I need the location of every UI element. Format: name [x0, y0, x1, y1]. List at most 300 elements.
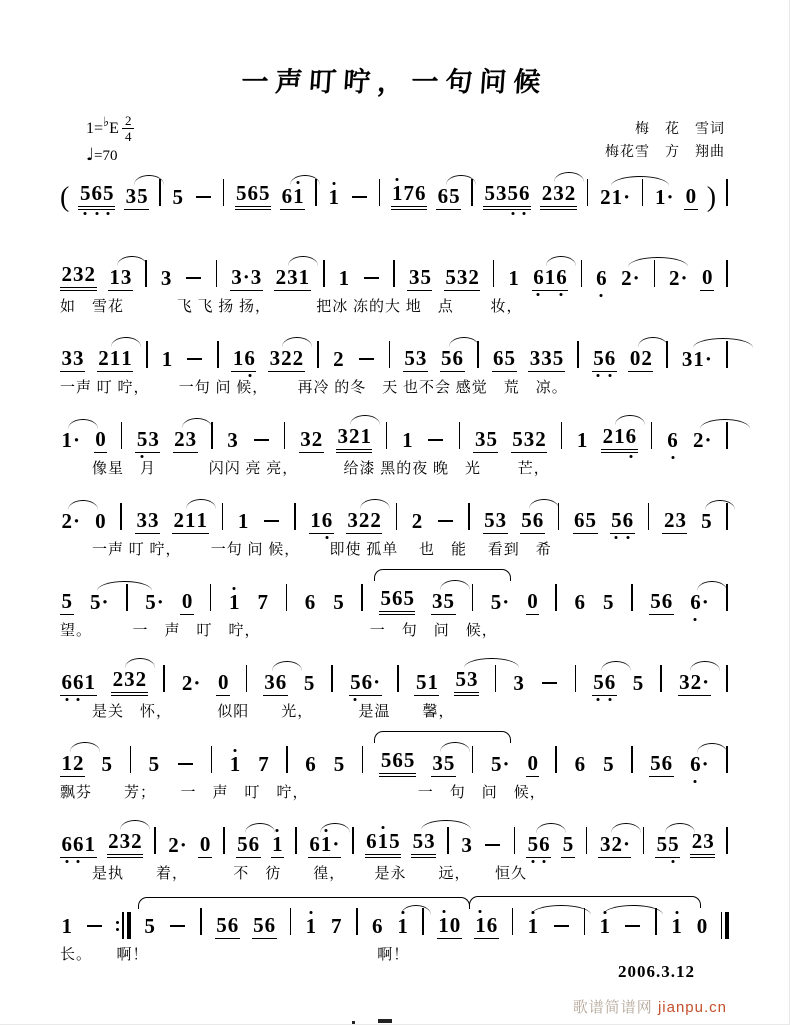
barline — [421, 908, 425, 939]
barline — [145, 341, 149, 372]
final-barline — [721, 912, 729, 939]
barline — [153, 827, 157, 858]
note-group: 231 — [274, 267, 311, 291]
barline — [470, 179, 474, 210]
note-group: 3·3 — [231, 265, 262, 289]
note-group: 232 — [111, 669, 148, 696]
barline — [385, 422, 389, 453]
slur-arc — [611, 823, 641, 833]
barline — [725, 503, 729, 534]
slur-arc — [288, 256, 318, 266]
note-group: 1 — [237, 509, 249, 533]
barline — [467, 503, 471, 534]
note-group: 1 — [671, 914, 682, 938]
slur-arc — [70, 742, 100, 752]
slur-arc — [705, 500, 735, 510]
phrase-slur — [374, 731, 511, 743]
note-group: 56 — [650, 589, 673, 613]
duration-dash — [85, 918, 104, 939]
note-group: 1 — [598, 916, 612, 939]
barline — [209, 584, 213, 615]
slur-arc — [615, 415, 645, 425]
note-group: 0 — [95, 509, 106, 533]
barline — [471, 746, 475, 777]
note-group: 1 — [576, 428, 588, 452]
flat-sign-icon: ♭ — [103, 114, 110, 130]
note-group: 5 — [603, 752, 614, 776]
note-group: 6 — [371, 914, 383, 938]
note-group: 56· — [350, 670, 381, 694]
barline — [360, 584, 364, 615]
note-group: 53 — [136, 427, 159, 451]
duration-dash — [436, 513, 455, 534]
parenthesis: ( — [60, 182, 70, 213]
notation-row — [60, 491, 729, 534]
slur-arc — [690, 661, 720, 671]
barline — [557, 503, 561, 534]
note-group: 56 — [650, 751, 673, 775]
lyrics-row: 一声 叮 咛， 一句 问 候， 再冷 的冬 天 也不会 感觉 荒 凉。 — [60, 380, 568, 396]
slur-arc — [449, 337, 479, 347]
note-group: 3 — [461, 833, 472, 857]
score-system — [60, 734, 729, 802]
barline — [583, 908, 587, 939]
note-group: 2 — [333, 347, 344, 371]
barline — [725, 665, 729, 696]
slur-arc — [693, 338, 753, 348]
note-group: 335 — [529, 346, 564, 370]
score-system — [60, 329, 729, 397]
note-group: 6· — [689, 754, 711, 777]
note-group: 65 — [574, 508, 597, 532]
note-group: 5· — [145, 590, 164, 614]
note-group: 53 — [454, 669, 479, 696]
note-group: 615 — [365, 831, 402, 858]
note-group: 532 — [512, 427, 546, 451]
note-group: 1 — [526, 916, 540, 939]
note-group: 1 — [161, 347, 173, 371]
barline — [294, 827, 298, 858]
barline — [650, 422, 654, 453]
barline — [158, 179, 162, 210]
score-system — [60, 896, 729, 964]
date: 2006.3.12 — [618, 962, 695, 981]
slur-arc — [282, 337, 312, 347]
note-group: 12 — [60, 753, 85, 777]
lyrics-row: 望。 一 声 叮 咛， 一 句 问 候， — [60, 623, 498, 639]
note-group: 2· — [60, 511, 82, 534]
note-group: 32· — [598, 834, 631, 858]
tempo-marking — [86, 145, 134, 166]
lyrics-row — [60, 214, 729, 235]
lyrics-row: 是执 着， 不 彷 徨， 是永 远， 恒久 — [60, 866, 528, 882]
barline — [560, 422, 564, 453]
note-group: 565 — [379, 750, 416, 777]
note-group: 0 — [685, 184, 697, 208]
note-group: 65 — [493, 346, 516, 370]
slur-arc — [440, 742, 470, 752]
barline — [659, 665, 663, 696]
score-system — [60, 653, 729, 721]
quarter-note-icon: ♩ — [86, 145, 95, 165]
note-group: 35 — [431, 753, 456, 777]
meter-numerator: 2 — [122, 114, 135, 129]
note-group: 5 — [172, 185, 183, 209]
watermark-domain: jianpu.cn — [657, 999, 727, 1016]
barline — [580, 260, 584, 291]
barline — [554, 746, 558, 777]
barline — [554, 584, 558, 615]
slur-arc — [68, 419, 98, 429]
barline — [330, 665, 334, 696]
barline — [725, 422, 729, 453]
note-group: 35 — [408, 265, 431, 289]
parenthesis: ) — [706, 182, 717, 213]
note-group: 0 — [181, 589, 193, 613]
lyricist-credit: 梅 花 雪词 — [635, 122, 725, 137]
barline — [322, 260, 326, 291]
meter-denominator: 4 — [124, 129, 132, 144]
note-group: 16 — [232, 346, 255, 370]
note-group: 1· — [60, 430, 82, 453]
note-group: 55 — [655, 834, 680, 858]
note-group: 5 — [303, 671, 315, 695]
note-group: 0 — [199, 832, 211, 856]
note-group: 3 — [513, 671, 524, 695]
note-group: 56 — [520, 510, 545, 534]
note-group: 5356 — [483, 183, 531, 210]
note-group: 1 — [229, 590, 240, 614]
lyrics-row: 是关 怀， 似阳 光， 是温 馨， — [60, 704, 455, 720]
note-group: 16 — [474, 915, 499, 939]
note-group: 2· — [669, 266, 688, 290]
barline — [144, 260, 148, 291]
note-group: 0 — [527, 751, 538, 775]
lyrics-row: 如 雪花 飞 飞 扬 扬， 把冰 冻的大 地 点 妆， — [60, 299, 523, 315]
notation-row — [60, 653, 729, 696]
note-group: 5 — [148, 752, 160, 776]
note-group: 33 — [136, 508, 159, 532]
barline — [725, 746, 729, 777]
phrase-slur — [469, 896, 701, 908]
note-group: 53 — [404, 346, 427, 370]
note-group: 1 — [338, 266, 350, 290]
duration-dash — [168, 918, 187, 939]
barline — [642, 827, 646, 858]
slur-arc — [182, 418, 212, 428]
barline — [388, 341, 392, 372]
note-group: 565 — [379, 588, 416, 615]
slur-arc — [125, 658, 155, 668]
note-group: 565 — [78, 183, 115, 210]
score-system — [60, 410, 729, 478]
note-group: 5 — [143, 916, 157, 939]
note-group: 2 — [411, 509, 423, 533]
barline — [654, 908, 658, 939]
lyrics-row: 飘芬 芳； 一 声 叮 咛， 一 句 问 候， — [60, 785, 546, 801]
time-signature — [122, 114, 135, 143]
key-line — [86, 114, 134, 143]
note-group: 3 — [160, 266, 172, 290]
slur-arc — [554, 172, 584, 182]
note-group: 661 — [61, 670, 95, 694]
barline — [289, 908, 293, 939]
slur-arc — [111, 337, 141, 347]
barline — [725, 584, 729, 615]
note-group: 7 — [257, 590, 269, 614]
note-group: 321 — [336, 426, 373, 453]
barline — [653, 260, 657, 291]
notation-row — [60, 572, 729, 615]
note-group: 616 — [532, 267, 569, 291]
note-group: 56 — [611, 508, 634, 532]
barline — [574, 665, 578, 696]
note-group: 13 — [108, 267, 133, 291]
barline — [471, 584, 475, 615]
barline — [285, 746, 289, 777]
duration-dash — [350, 189, 369, 210]
score — [60, 167, 729, 977]
barline — [125, 584, 129, 615]
note-group: 1 — [305, 914, 317, 938]
barline — [314, 179, 318, 210]
duration-dash — [252, 432, 271, 453]
barline — [378, 179, 382, 210]
barline — [222, 179, 226, 210]
barline — [162, 665, 166, 696]
note-group: 5 — [632, 671, 644, 695]
note-group: 1 — [396, 916, 410, 939]
slur-arc — [245, 823, 275, 833]
note-group: 1 — [328, 185, 340, 209]
barline — [641, 179, 645, 210]
slur-arc — [464, 658, 519, 668]
note-group: 53 — [484, 508, 507, 532]
key-signature — [86, 114, 134, 166]
barline — [395, 503, 399, 534]
slur-arc — [320, 823, 350, 833]
slur-arc — [350, 415, 380, 425]
score-system — [60, 167, 729, 235]
note-group: 51 — [415, 670, 438, 694]
slur-arc — [117, 256, 147, 266]
note-group: 5 — [333, 590, 344, 614]
note-group: 35 — [474, 427, 497, 451]
barline — [476, 341, 480, 372]
barline — [316, 341, 320, 372]
note-group: 5 — [603, 590, 614, 614]
note-group: 1 — [229, 752, 241, 776]
note-group: 6 — [667, 428, 678, 452]
score-system — [60, 491, 729, 559]
lyrics-row: 一声 叮 咛， 一句 问 候， 即使 孤单 也 能 看到 希 — [60, 542, 552, 558]
note-group: 1 — [61, 914, 72, 938]
tempo-value: =70 — [94, 148, 118, 164]
note-group: 232 — [540, 183, 577, 210]
note-group: 661 — [61, 832, 95, 856]
note-group: 322 — [346, 510, 383, 534]
score-system — [60, 572, 729, 640]
note-group: 35 — [124, 186, 149, 210]
note-group: 5 — [101, 752, 112, 776]
barline — [119, 503, 123, 534]
barline — [492, 260, 496, 291]
barline — [665, 341, 669, 372]
note-group: 211 — [172, 510, 209, 534]
note-group: 6 — [305, 752, 316, 776]
note-group: 56 — [253, 913, 276, 937]
barline — [351, 827, 355, 858]
clipped-next-page-artifact — [352, 1018, 392, 1025]
barline — [494, 665, 498, 696]
barline — [725, 260, 729, 291]
duration-dash — [623, 918, 642, 939]
duration-dash — [176, 756, 195, 777]
duration-dash — [483, 837, 502, 858]
slur-arc — [186, 499, 216, 509]
key-prefix: 1= — [86, 119, 104, 137]
barline — [216, 341, 220, 372]
note-group: 32 — [300, 427, 323, 451]
note-group: 10 — [438, 913, 461, 937]
note-group: 216 — [601, 426, 638, 453]
note-group: 21· — [599, 187, 632, 210]
note-group: 32· — [678, 672, 711, 696]
note-group: 0 — [701, 265, 713, 289]
notation-row — [60, 815, 729, 858]
barline — [293, 503, 297, 534]
barline — [283, 422, 287, 453]
note-group: 56 — [592, 672, 617, 696]
note-group: 35 — [431, 591, 456, 615]
note-group: 6 — [574, 752, 586, 776]
note-group: 5· — [490, 752, 510, 776]
notation-row — [60, 329, 729, 372]
barline — [446, 827, 450, 858]
note-group: 7 — [331, 914, 342, 938]
note-group: 3 — [227, 428, 238, 452]
note-group: 23 — [690, 831, 715, 858]
note-group: 322 — [268, 348, 305, 372]
barline — [215, 260, 219, 291]
note-group: 5 — [61, 589, 72, 613]
note-group: 61 — [280, 186, 305, 210]
note-group: 5 — [562, 832, 574, 856]
barline — [576, 341, 580, 372]
duration-dash — [194, 189, 213, 210]
notation-row — [60, 896, 729, 939]
barline — [355, 908, 359, 939]
note-group: 232 — [107, 831, 144, 858]
duration-dash — [540, 675, 559, 696]
notation-row — [60, 734, 729, 777]
duration-dash — [184, 270, 203, 291]
lyrics-row: 像星 月 闪闪 亮 亮， 给漆 黑的夜 晚 光 芒， — [60, 461, 550, 477]
note-group: 0 — [217, 670, 229, 694]
barline — [210, 746, 214, 777]
note-group: 16 — [310, 508, 333, 532]
slur-arc — [360, 499, 390, 509]
note-group: 6 — [304, 590, 316, 614]
barline — [458, 422, 462, 453]
barline — [585, 827, 589, 858]
repeat-barline — [116, 912, 131, 939]
duration-dash — [552, 918, 571, 939]
note-group: 53 — [411, 831, 436, 858]
duration-dash — [357, 351, 376, 372]
slur-arc — [120, 820, 150, 830]
notation-row — [60, 248, 729, 291]
duration-dash — [362, 270, 381, 291]
note-group: 1 — [508, 266, 519, 290]
barline — [725, 827, 729, 858]
barline — [221, 503, 225, 534]
note-group: 2· — [620, 268, 642, 291]
composer-credit: 梅花雪 方 翔曲 — [605, 145, 725, 160]
note-group: 5 — [333, 752, 345, 776]
key-tonic: E — [109, 119, 119, 137]
barline — [725, 179, 729, 210]
barline — [392, 260, 396, 291]
note-group: 1 — [272, 832, 283, 856]
note-group: 6· — [689, 592, 711, 615]
slur-arc — [546, 256, 576, 266]
note-group: 6 — [596, 266, 607, 290]
note-group: 5· — [490, 590, 510, 614]
notation-row — [60, 410, 729, 453]
barline — [129, 746, 133, 777]
duration-dash — [262, 513, 281, 534]
barline — [586, 179, 590, 210]
slur-arc — [601, 661, 631, 671]
note-group: 2· — [181, 671, 201, 695]
note-group: 2· — [692, 430, 714, 453]
note-group: 5· — [89, 592, 111, 615]
credits — [605, 118, 725, 164]
barline — [120, 422, 124, 453]
barline — [725, 341, 729, 372]
slur-arc — [638, 337, 668, 347]
barline — [285, 584, 289, 615]
note-group: 61· — [308, 834, 341, 858]
barline — [199, 908, 203, 939]
score-system — [60, 248, 729, 316]
note-group: 56 — [440, 348, 465, 372]
note-group: 2· — [168, 833, 187, 857]
note-group: 56 — [593, 346, 616, 370]
slur-arc — [529, 499, 559, 509]
barline — [210, 422, 214, 453]
notation-row — [60, 167, 729, 213]
note-group: 23 — [663, 508, 686, 532]
phrase-slur — [374, 569, 511, 581]
note-group: 31· — [680, 349, 713, 372]
note-group: 23 — [173, 429, 198, 453]
barline — [513, 827, 517, 858]
note-group: 211 — [97, 348, 134, 372]
lyrics-row: 长。 啊！ 啊！ — [60, 947, 410, 963]
slur-arc — [440, 580, 470, 590]
barline — [361, 746, 365, 777]
note-group: 232 — [60, 264, 97, 291]
note-group: 0 — [527, 589, 538, 613]
barline — [511, 908, 515, 939]
note-group: 0 — [95, 427, 106, 451]
duration-dash — [426, 432, 445, 453]
watermark-site: 歌谱简谱网 — [572, 999, 653, 1016]
note-group: 532 — [445, 265, 479, 289]
barline — [396, 665, 400, 696]
